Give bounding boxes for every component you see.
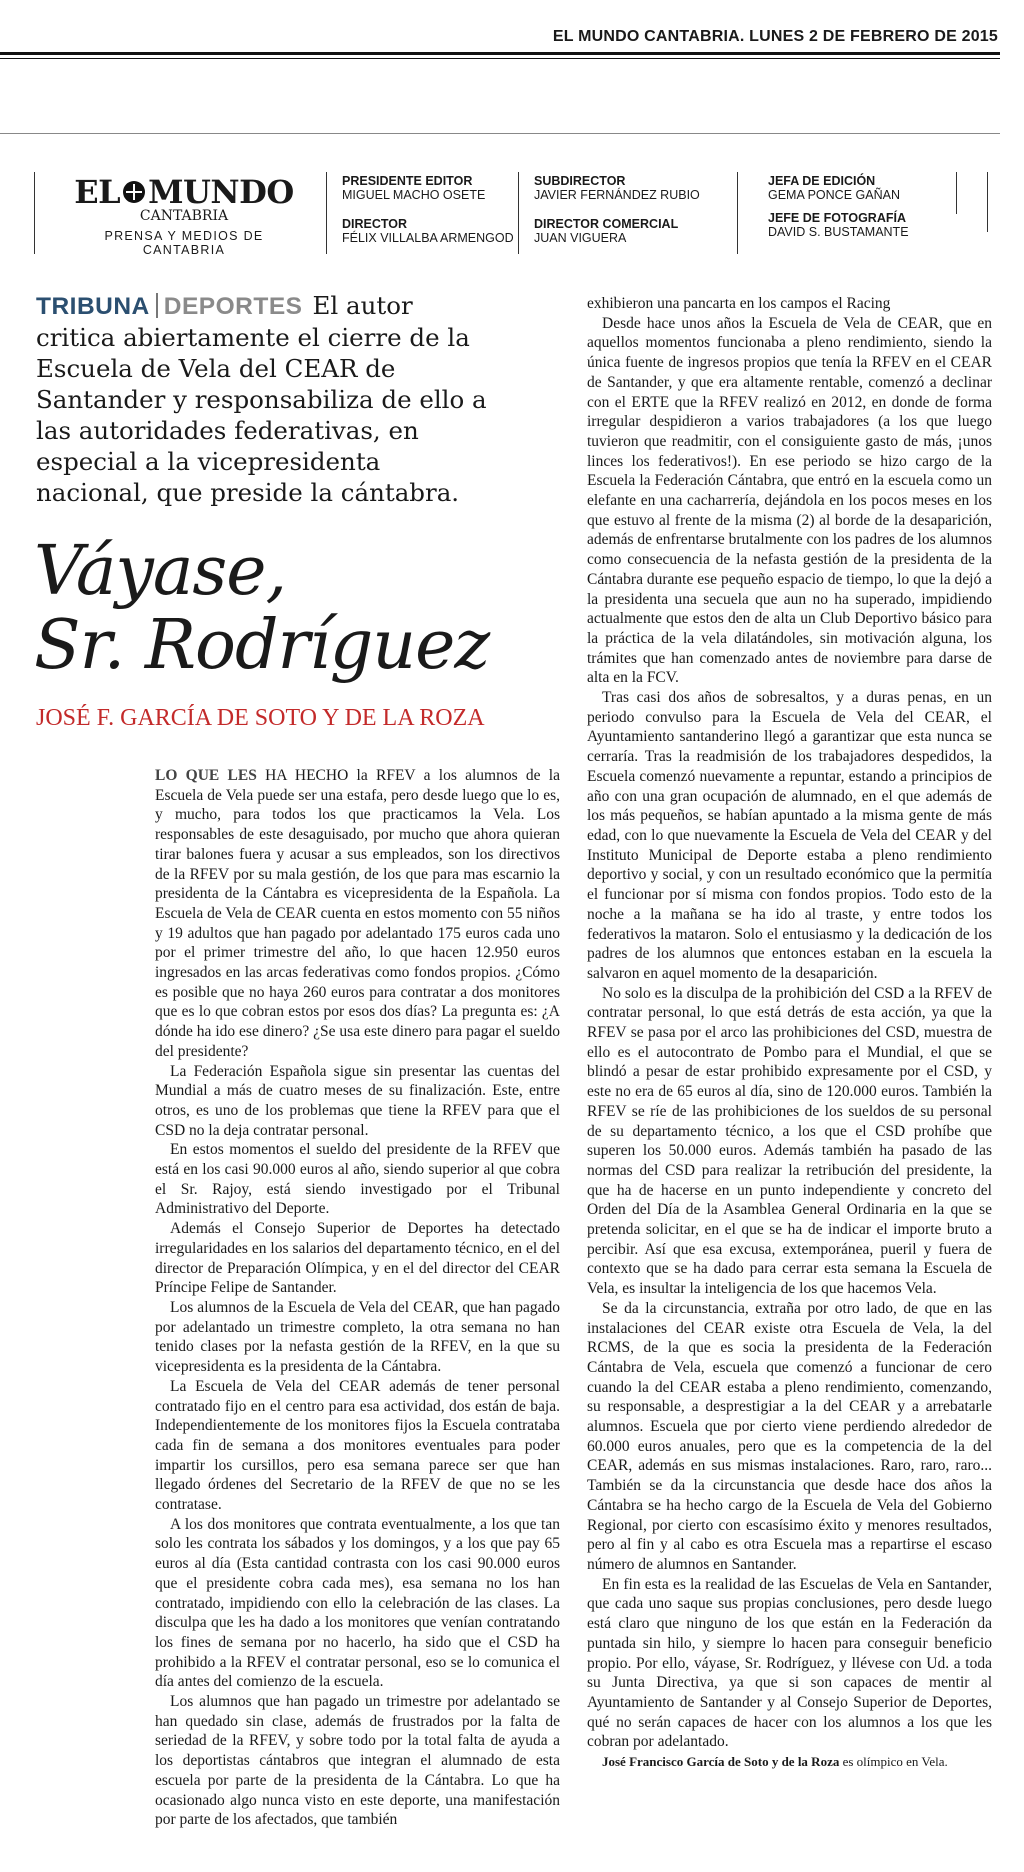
masthead bbox=[34, 172, 994, 257]
paragraph: La Federación Española sigue sin presentar las cuentas del Mundial a más de cuatro meses de su finalización. Este, entre otros, es uno de los problemas que tiene la RFEV para que el CSD no la deja contratar personal. bbox=[155, 1062, 560, 1139]
staff-name: DAVID S. BUSTAMANTE bbox=[768, 225, 909, 239]
el-mundo-logo bbox=[64, 173, 304, 257]
staff-block-1 bbox=[342, 174, 514, 245]
headline-line: Sr. Rodríguez bbox=[34, 606, 490, 685]
paragraph: Se da la circunstancia, extraña por otro lado, de que en las instalaciones del CEAR existe otra Escuela de Vela, la del RCMS, de la que es socia la presidenta de la Federación Cántabra de Vela, escuela que comenzó a funcionar de cero cuando la del CEAR estaba a pleno rendimiento, comenzando, su responsable, a desprestigiar a la del CEAR y a arrebatarle alumnos. Escuela que por cierto viene perdiendo alrededor de 60.000 euros anuales, pero que es la competencia de la del CEAR, además en sus mismas instalaciones. Raro, raro, raro... También se da la circunstancia que desde hace dos años la Cántabra se ha hecho cargo de la Escuela de Vela del Gobierno Regional, por cierto con escasísimo éxito y menores resultados, pero al fin y al cabo es otra Escuela mas a repartirse el escaso número de alumnos en Santander. bbox=[587, 1299, 992, 1573]
staff-name: JUAN VIGUERA bbox=[534, 231, 627, 245]
globe-icon bbox=[123, 181, 145, 203]
paragraph: No solo es la disculpa de la prohibición del CSD a la RFEV de contratar personal, lo que está detrás de esta acción, ya que la RFEV se pasa por el arco las prohibiciones del CSD, muestra de ello es el autocontrato de Pombo para el Mundial, el que se blindó a pesar de estar prohibido expresamente por el CSD, y este no era de 65 euros al día, sino de 120.000 euros. También la RFEV se ríe de las prohibiciones de los sueldos de su personal de su departamento técnico, a los que el CSD prohíbe que superen los 50.000 euros. Además también ha pasado de las normas del CSD para realizar la retribución del presidente, la que ha de hacerse en un punto independiente y concreto del Orden del Día de la Asamblea General Ordinaria en la que se pretenda solicitar, en el que se ha de indicar el importe bruto a percibir. Así que esa excusa, extemporánea, pueril y fuera de contexto que se ha dado para cerrar esta semana la Escuela de Vela, es insultar la inteligencia de los que hacemos Vela. bbox=[587, 984, 992, 1298]
paragraph: LO QUE LES HA HECHO la RFEV a los alumnos de la Escuela de Vela puede ser una estafa, pero desde luego que lo es, y mucho, para todos los que practicamos la Vela. Los responsables de este desaguisado, por mucho que ahora quieran tirar balones fuera y acusar a sus empleados, son los directivos de la RFEV por su mala gestión, de los que para mas escarnio la presidenta de la Cántabra es vicepresidenta de la Española. La Escuela de Vela de CEAR cuenta en estos momento con 55 niños y 19 adultos que han pagado por adelantado 175 euros cada uno por el primer trimestre del año, lo que hacen 12.950 euros ingresados en las arcas federativas como fondos propios. ¿Cómo es posible que no haya 260 euros para contratar a dos monitores que es lo que cobran estos por esos dos días? La pregunta es: ¿A dónde ha ido ese dinero? ¿Se usa este dinero para pagar el sueldo del presidente? bbox=[155, 767, 560, 1060]
paragraph: En fin esta es la realidad de las Escuelas de Vela en Santander, que cada uno saque sus propias conclusiones, pero desde luego está claro que ninguno de los que están en la Federación da puntada sin hilo, y siempre lo hacen para conseguir beneficio propio. Por ello, váyase, Sr. Rodríguez, y llévese con Ud. a toda su Junta Directiva, ya que si son capaces de mentir al Ayuntamiento de Santander y al Consejo Superior de Deportes, qué no serán capaces de hacer con los alumnos a los que les cobran por adelantado. bbox=[587, 1575, 992, 1751]
masthead-divider bbox=[956, 172, 957, 214]
logo-word-el: EL bbox=[74, 173, 121, 211]
paragraph: En estos momentos el sueldo del presidente de la RFEV que está en los casi 90.000 euros al año, siendo superior al que cobra el Sr. Rajoy, está siendo investigado por el Tribunal Administrativo del Deporte. bbox=[155, 1141, 560, 1218]
section-kicker: TRIBUNA bbox=[36, 293, 150, 320]
intro-text: El autor critica abiertamente el cierre de la Escuela de Vela del CEAR de Santander y responsabiliza de ello a las autoridades federativas, en especial a la vicepresidenta nacional, que preside la cántabra. bbox=[36, 291, 487, 507]
paragraph: Los alumnos de la Escuela de Vela del CEAR, que han pagado por adelantado un trimestre completo, la otra semana no han tenido clases por la nefasta gestión de la RFEV, en la que su vicepresidenta es la presidenta de la Cántabra. bbox=[155, 1298, 560, 1376]
logo-subtitle: CANTABRIA bbox=[139, 208, 229, 224]
staff-block-3 bbox=[768, 174, 909, 239]
lead-in: LO QUE LES bbox=[155, 767, 257, 784]
staff-role: JEFA DE EDICIÓN bbox=[768, 174, 876, 188]
paragraph: Los alumnos que han pagado un trimestre por adelantado se han quedado sin clase, además de frustrados por la falta de seriedad de la RFEV, y sobre todo por la total falta de ayuda a los deportistas cántabros que integran el alumnado de esta escuela por parte de la presidenta de la Cántabra. Lo que ha ocasionado algo nunca visto en este deporte, una manifestación por parte de los afectados, que también bbox=[155, 1693, 560, 1829]
byline: JOSÉ F. GARCÍA DE SOTO Y DE LA ROZA bbox=[36, 705, 485, 731]
page-folio: EL MUNDO CANTABRIA. LUNES 2 DE FEBRERO DE 2015 bbox=[552, 28, 998, 45]
staff-name: JAVIER FERNÁNDEZ RUBIO bbox=[534, 188, 700, 202]
logo-word-mundo: MUNDO bbox=[148, 173, 294, 211]
logo-tagline: PRENSA Y MEDIOS DE CANTABRIA bbox=[104, 229, 264, 257]
article-column-1 bbox=[155, 766, 560, 1830]
masthead-divider bbox=[34, 172, 35, 254]
section-kicker-secondary: DEPORTES bbox=[163, 293, 303, 320]
paragraph: A los dos monitores que contrata eventualmente, a los que tan solo les contrata los sábados y los domingos, y a los que pay 65 euros al día (Esta cantidad contrasta con los casi 90.000 euros que el presidente cobra cada mes), esa semana no los han contratado, impidiendo con ello la celebración de las clases. La disculpa que les ha dado a los monitores que venían contratando los fines de semana por no hacerlo, ha sido que el CSD ha prohibido a la RFEV el contratar personal, eso se lo comunica el día antes del comienzo de la escuela. bbox=[155, 1515, 560, 1691]
headline-line: Váyase, bbox=[34, 532, 287, 611]
paragraph: Desde hace unos años la Escuela de Vela de CEAR, que en aquellos momentos funcionaba a pleno rendimiento, siendo la única fuente de ingresos propios que tenía la RFEV en el CEAR de Santander, y que era altamente rentable, comenzó a declinar con el ERTE que la RFEV realizó en 2012, en donde de forma irregular despidieron a varios trabajadores (a los que luego tuvieron que readmitir, con el consiguiente gasto de más, ¡unos linces los federativos!). En ese periodo se hizo cargo de la Escuela la Federación Cántabra, que entró en la escuela como un elefante en una cacharrería, dejándola en los pocos meses en los que estuvo al frente de la misma (2) al borde de la desaparición, además de enfrentarse brutalmente con los padres de los alumnos como consecuencia de la nefasta gestión de la presidenta de la Cántabra durante ese pequeño espacio de tiempo, lo que la dejó a la presidenta una secuela que aun no ha superado, impidiendo actualmente que estos den de alta un Club Deportivo básico para la práctica de la vela dilatándoles, sin motivación alguna, los trámites que han comenzado antes de noviembre para darse de alta en la FCV. bbox=[587, 314, 993, 687]
staff-name: GEMA PONCE GAÑAN bbox=[768, 188, 900, 202]
paragraph: Además el Consejo Superior de Deportes ha detectado irregularidades en los salarios del departamento técnico, en el del director de Preparación Olímpica, y en el del director del CEAR Príncipe Felipe de Santander. bbox=[155, 1220, 560, 1297]
author-name: José Francisco García de Soto y de la Roza bbox=[602, 1754, 840, 1770]
headline bbox=[34, 532, 504, 685]
masthead-divider bbox=[518, 172, 519, 254]
kicker-separator bbox=[156, 293, 158, 318]
paragraph: Tras casi dos años de sobresaltos, y a duras penas, en un periodo convulso para la Escuela de Vela del CEAR, el Ayuntamiento santanderino llegó a garantizar que esta nunca se cerraría. Tras la readmisión de los trabajadores despedidos, la Escuela comenzó nuevamente a repuntar, estando a principios de año con una gran ocupación de alumnado, en el que además de los más pequeños, se habían apuntado a la misma gente de más edad, con lo que nuevamente la Escuela de Vela del CEAR y del Instituto Municipal de Deporte estaba a pleno rendimiento deportivo y social, y con un resultado económico que la permitía el funcionar por sí misma con fondos propios. Todo esto de la noche a la mañana se ha ido al traste, y entre todos los federativos la mataron. Solo el entusiasmo y la dedicación de los padres de los alumnos que entonces estaban en la escuela la salvaron en aquel momento de la desaparición. bbox=[587, 689, 992, 982]
paragraph: La Escuela de Vela del CEAR además de tener personal contratado fijo en el centro para esa actividad, dos están de baja. Independientemente de los monitores fijos la Escuela contrataba cada fin de semana a dos monitores eventuales para poder impartir los cursillos, pero esa semana parece ser que han llegado órdenes del Secretario de la RFEV de que no se les contratase. bbox=[155, 1377, 560, 1514]
top-rule-thin bbox=[0, 58, 1000, 59]
staff-name: FÉLIX VILLALBA ARMENGOD bbox=[342, 231, 514, 245]
article-column-2 bbox=[587, 294, 992, 1772]
staff-role: SUBDIRECTOR bbox=[534, 174, 626, 188]
paragraph: exhibieron una pancarta en los campos el Racing bbox=[587, 295, 891, 312]
staff-role: DIRECTOR bbox=[342, 217, 408, 231]
staff-role: PRESIDENTE EDITOR bbox=[342, 174, 473, 188]
author-credit: José Francisco García de Soto y de la Roza es olímpico en Vela. bbox=[602, 1754, 948, 1770]
staff-block-2 bbox=[534, 174, 700, 245]
article-intro bbox=[36, 290, 496, 508]
masthead-divider bbox=[987, 172, 988, 232]
masthead-divider bbox=[326, 172, 327, 254]
staff-role: DIRECTOR COMERCIAL bbox=[534, 217, 679, 231]
staff-role: JEFE DE FOTOGRAFÍA bbox=[768, 211, 906, 225]
staff-name: MIGUEL MACHO OSETE bbox=[342, 188, 486, 202]
separator-line bbox=[0, 133, 1000, 134]
masthead-divider bbox=[737, 172, 738, 254]
top-rule bbox=[0, 52, 1000, 55]
